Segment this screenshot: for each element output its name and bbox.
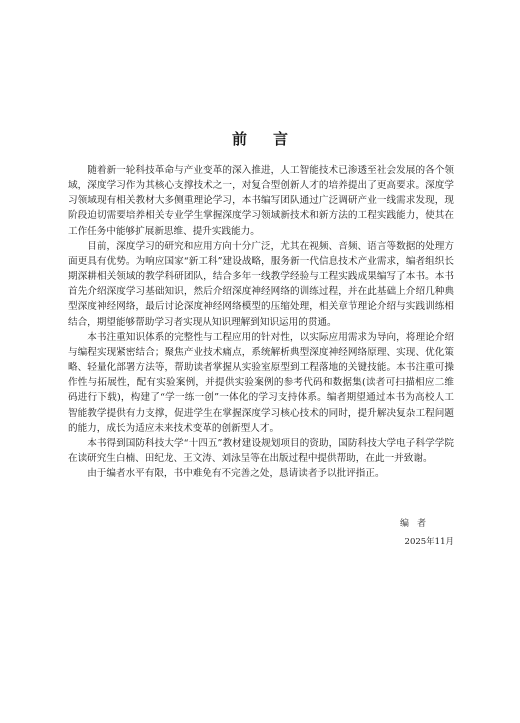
preface-body [68,163,454,481]
paragraph: 本书注重知识体系的完整性与工程应用的针对性，以实际应用需求为导向，将理论介绍与编程实现紧密结合；聚焦产业技术痛点，系统解析典型深度神经网络原理、实现、优化策略、轻量化部署方法等，帮助读者掌握从实验室原型到工程落地的关键技能。本书注重可操作性与拓展性，配有实验案例，并提供实验案例的参考代码和数据集(读者可扫描相应二维码进行下载)，构建了“学一练一创”一体化的学习支持体系。编者期望通过本书为高校人工智能教学提供有力支撑，促进学生在掌握深度学习核心技术的同时，提升解决复杂工程问题的能力，成长为适应未来技术变革的创新型人才。 [68,331,454,434]
page-title: 前言 [231,130,314,148]
paragraph: 目前，深度学习的研究和应用方向十分广泛，尤其在视频、音频、语言等数据的处理方面更具有优势。为响应国家“新工科”建设战略，服务新一代信息技术产业需求，编者组织长期深耕相关领域的教学科研团队，结合多年一线教学经验与工程实践成果编写了本书。本书首先介绍深度学习基础知识，然后介绍深度神经网络的训练过程，并在此基础上介绍几种典型深度神经网络，最后讨论深度神经网络模型的压缩处理，相关章节理论介绍与实践训练相结合，期望能够帮助学习者实现从知识理解到知识运用的贯通。 [68,240,454,328]
paragraph: 由于编者水平有限，书中难免有不完善之处，恳请读者予以批评指正。 [87,468,385,480]
signature-date: 2025年11月 [404,537,454,547]
paragraph: 本书得到国防科技大学“十四五”教材建设规划项目的资助，国防科技大学电子科学学院在读研究生白楠、田纪龙、王文涛、刘泳呈等在出版过程中提供帮助，在此一并致谢。 [68,437,454,464]
paragraph: 随着新一轮科技革命与产业变革的深入推进，人工智能技术已渗透至社会发展的各个领域，深度学习作为其核心支撑技术之一，对复合型创新人才的培养提出了更高要求。深度学习领域现有相关教材大多侧重理论学习，本书编写团队通过广泛调研产业一线需求发现，现阶段迫切需要培养相关专业学生掌握深度学习领域新技术和新方法的工程实践能力，使其在工作任务中能够扩展新思维、提升实践能力。 [68,165,454,237]
signature-author: 编者 [399,519,434,529]
